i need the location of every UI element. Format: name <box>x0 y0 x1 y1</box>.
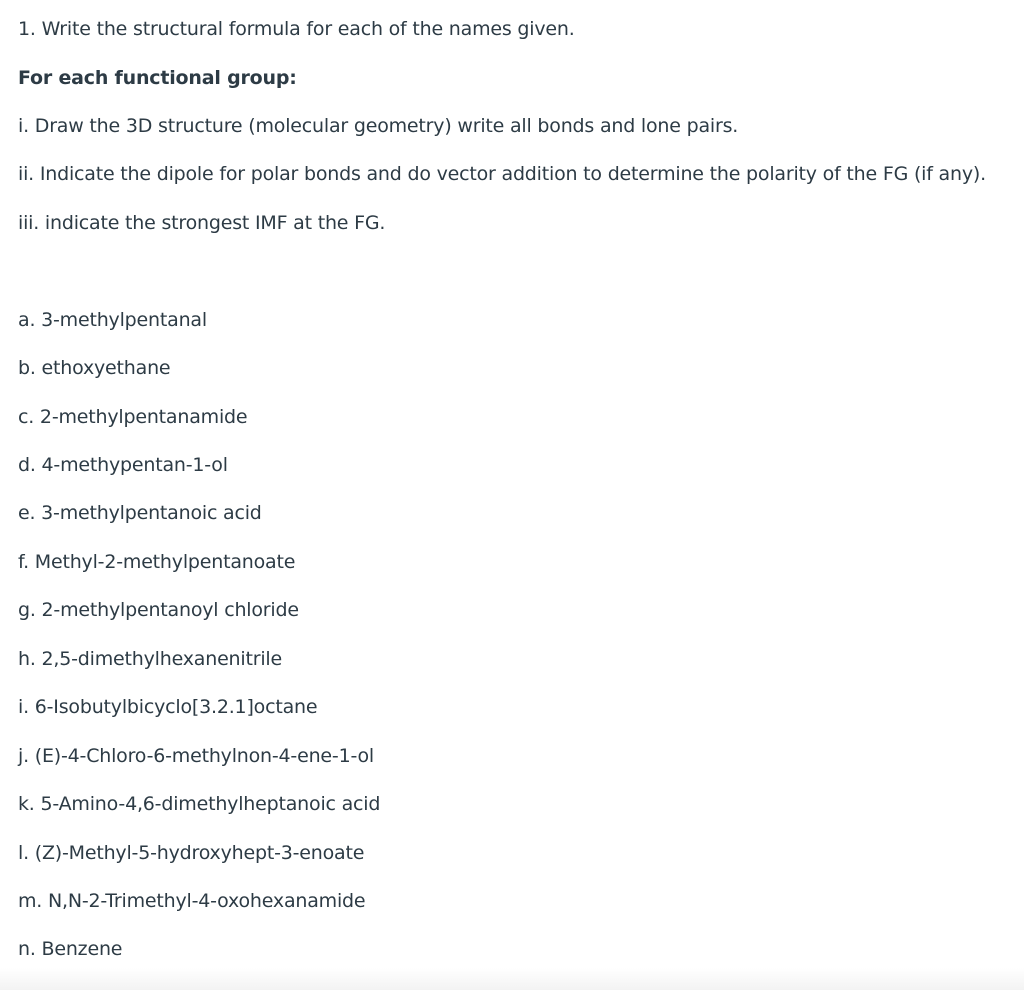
list-item-k: k. 5-Amino-4,6-dimethylheptanoic acid <box>18 793 381 815</box>
list-item-h: h. 2,5-dimethylhexanenitrile <box>18 648 282 670</box>
list-item-a: a. 3-methylpentanal <box>18 309 207 331</box>
instruction-3: iii. indicate the strongest IMF at the FG. <box>18 212 386 234</box>
question-title: 1. Write the structural formula for each of the names given. <box>18 18 575 40</box>
list-item-l: l. (Z)-Methyl-5-hydroxyhept-3-enoate <box>18 842 365 864</box>
list-item-f: f. Methyl-2-methylpentanoate <box>18 551 296 573</box>
list-item-m: m. N,N-2-Trimethyl-4-oxohexanamide <box>18 890 366 912</box>
functional-group-heading: For each functional group: <box>18 67 297 89</box>
instruction-2: ii. Indicate the dipole for polar bonds and do vector addition to determine the polarity of the FG (if any). <box>18 163 986 185</box>
list-item-b: b. ethoxyethane <box>18 357 171 379</box>
list-item-n: n. Benzene <box>18 938 123 960</box>
bottom-shadow <box>0 968 1024 990</box>
list-item-c: c. 2-methylpentanamide <box>18 406 248 428</box>
list-item-g: g. 2-methylpentanoyl chloride <box>18 599 299 621</box>
list-item-i: i. 6-Isobutylbicyclo[3.2.1]octane <box>18 696 318 718</box>
list-item-j: j. (E)-4-Chloro-6-methylnon-4-ene-1-ol <box>18 745 374 767</box>
instruction-1: i. Draw the 3D structure (molecular geometry) write all bonds and lone pairs. <box>18 115 739 137</box>
list-item-d: d. 4-methypentan-1-ol <box>18 454 228 476</box>
list-item-e: e. 3-methylpentanoic acid <box>18 502 262 524</box>
